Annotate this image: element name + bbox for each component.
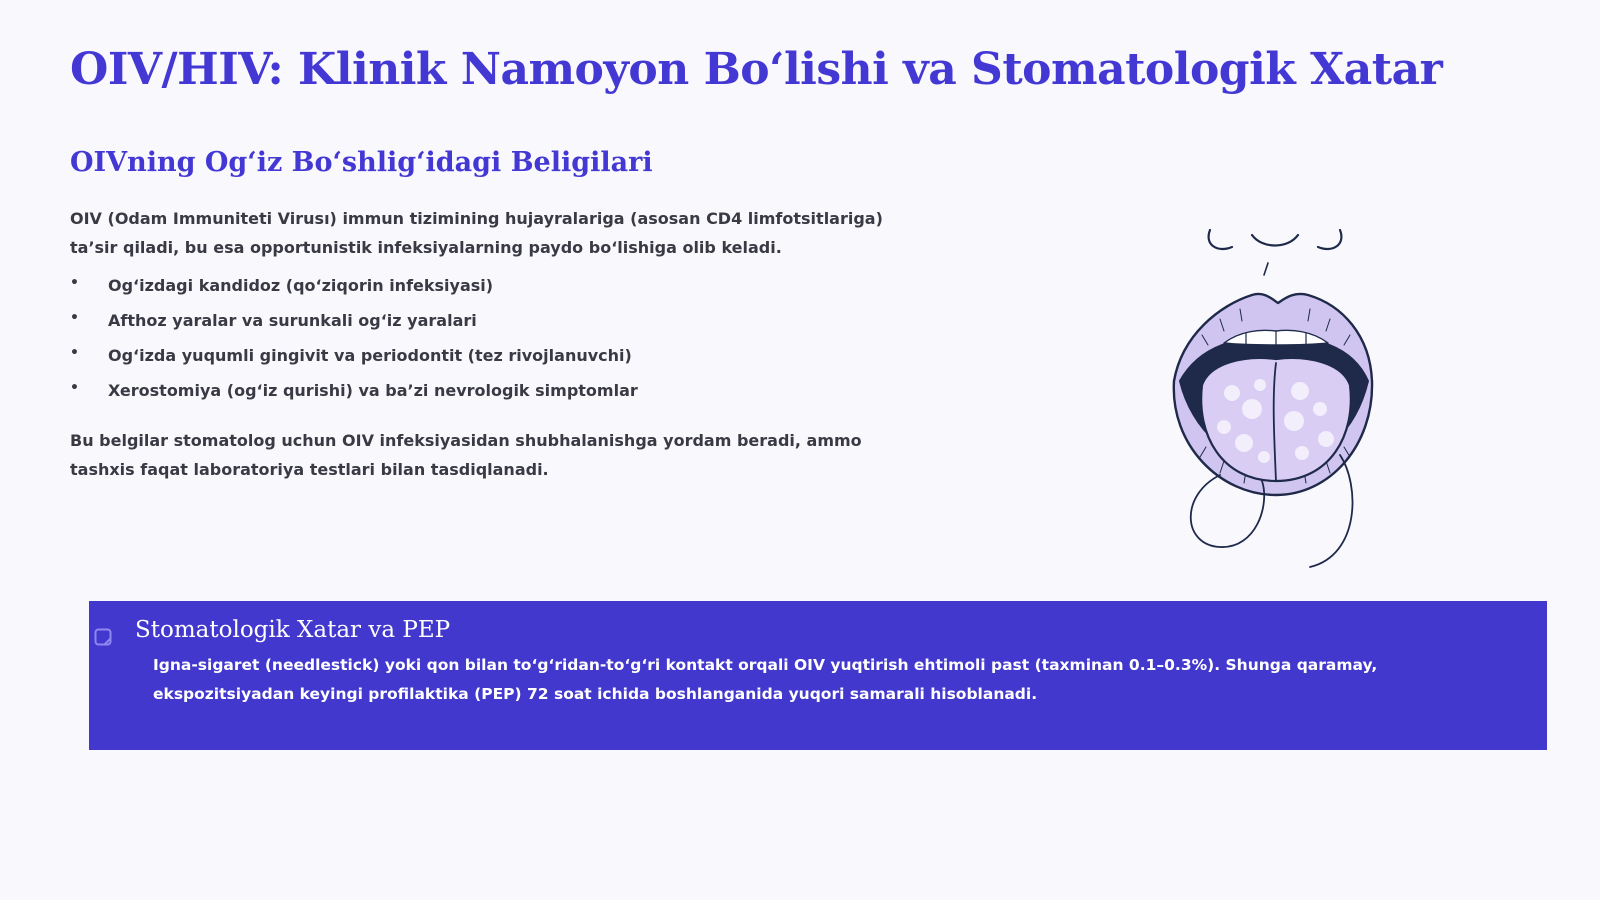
mouth-tongue-illustration xyxy=(1160,195,1390,585)
symptom-list xyxy=(70,276,638,416)
bullet-marker: • xyxy=(70,380,79,396)
note-icon xyxy=(94,628,112,646)
list-item-text: Og‘izda yuqumli gingivit va periodontit (tez rivojlanuvchi) xyxy=(108,346,632,365)
bullet-marker: • xyxy=(70,275,79,291)
bullet-marker: • xyxy=(70,310,79,326)
list-item xyxy=(70,311,638,346)
list-item-text: Xerostomiya (og‘iz qurishi) va ba’zi nevrologik simptomlar xyxy=(108,381,638,400)
list-item xyxy=(70,276,638,311)
slide-title: OIV/HIV: Klinik Namoyon Bo‘lishi va Stomatologik Xatar xyxy=(70,44,1443,95)
risk-callout xyxy=(89,601,1547,750)
section-heading: OIVning Og‘iz Bo‘shlig‘idagi Beligilari xyxy=(70,147,653,178)
bullet-marker: • xyxy=(70,345,79,361)
list-item-text: Og‘izdagi kandidoz (qo‘ziqorin infeksiyasi) xyxy=(108,276,494,295)
intro-paragraph: OIV (Odam Immuniteti Virusı) immun tizimining hujayralariga (asosan CD4 limfotsitlariga) ta’sir qiladi, bu esa opportunistik infeksiyalarning paydo bo‘lishiga olib keladi. xyxy=(70,209,883,257)
list-item-text: Afthoz yaralar va surunkali og‘iz yaralari xyxy=(108,311,477,330)
list-item xyxy=(70,381,638,416)
conclusion-paragraph: Bu belgilar stomatolog uchun OIV infeksiyasidan shubhalanishga yordam beradi, ammo tashxis faqat laboratoriya testlari bilan tasdiqlanadi. xyxy=(70,431,862,479)
callout-body: Igna-sigaret (needlestick) yoki qon bilan to‘g‘ridan-to‘g‘ri kontakt orqali OIV yuqtirish ehtimoli past (taxminan 0.1–0.3%). Shunga qaramay, ekspozitsiyadan keyingi profilaktika (PEP) 72 soat ichida boshlanganida yuqori samarali hisoblanadi. xyxy=(153,656,1378,703)
callout-title: Stomatologik Xatar va PEP xyxy=(135,617,451,643)
list-item xyxy=(70,346,638,381)
